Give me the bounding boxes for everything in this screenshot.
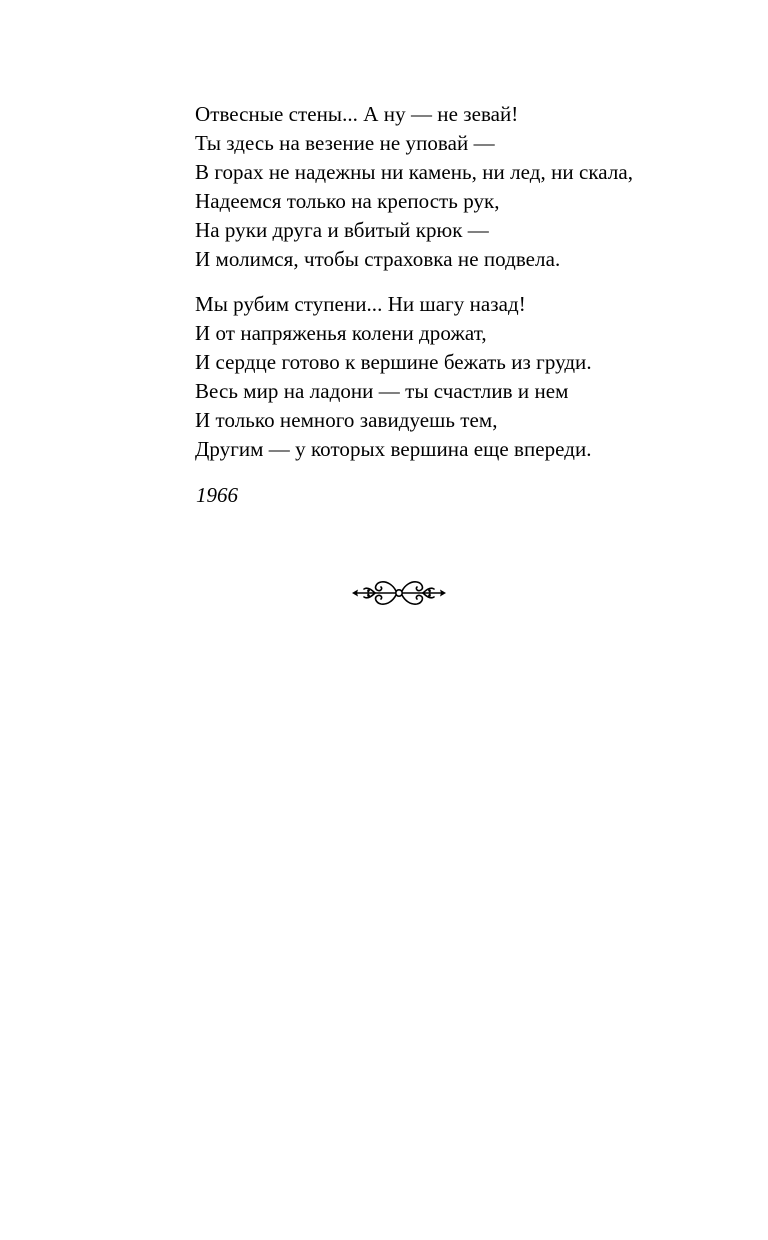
- poem-line: И сердце готово к вершине бежать из груди.: [195, 350, 592, 374]
- poem: [195, 100, 735, 480]
- poem-line: И только немного завидуешь тем,: [195, 408, 498, 432]
- poem-date: 1966: [196, 483, 238, 507]
- poem-line: И от напряженья колени дрожат,: [195, 321, 487, 345]
- fleuron-ornament-icon: [349, 571, 449, 615]
- poem-line: Надеемся только на крепость рук,: [195, 189, 500, 213]
- poem-line: Отвесные стены... А ну — не зевай!: [195, 102, 519, 126]
- poem-line: На руки друга и вбитый крюк —: [195, 218, 489, 242]
- stanza-1: [195, 100, 735, 274]
- poem-line: Мы рубим ступени... Ни шагу назад!: [195, 292, 526, 316]
- poem-line: Другим — у которых вершина еще впереди.: [195, 437, 592, 461]
- stanza-2: [195, 290, 735, 464]
- poem-line: Весь мир на ладони — ты счастлив и нем: [195, 379, 569, 403]
- poem-line: В горах не надежны ни камень, ни лед, ни скала,: [195, 160, 634, 184]
- poem-line: Ты здесь на везение не уповай —: [195, 131, 495, 155]
- poem-line: И молимся, чтобы страховка не подвела.: [195, 247, 561, 271]
